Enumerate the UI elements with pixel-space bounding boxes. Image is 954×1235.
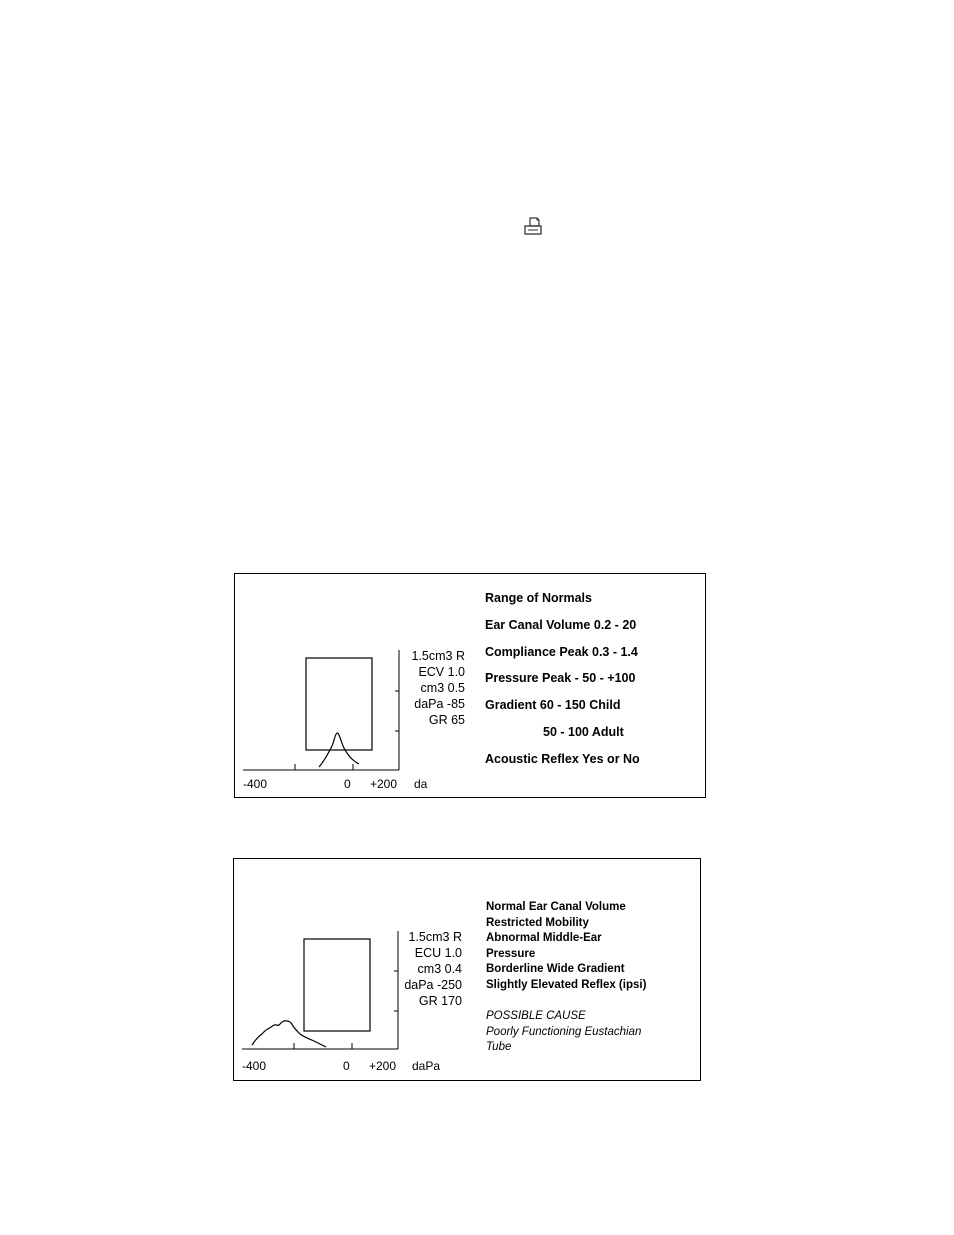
readout-line: ECV 1.0 xyxy=(418,665,465,679)
x-tick-label: 0 xyxy=(343,1059,350,1073)
tympanogram-panel-normal xyxy=(234,573,706,798)
readout-line: cm3 0.5 xyxy=(420,681,465,695)
cause-heading: POSSIBLE CAUSE xyxy=(486,1010,586,1022)
x-axis-unit: daPa xyxy=(412,1059,441,1073)
readout-line: 1.5cm3 R xyxy=(411,649,465,663)
info-line: Pressure Peak - 50 - +100 xyxy=(485,671,636,686)
range-of-normals-list xyxy=(485,590,640,778)
x-tick-label: +200 xyxy=(370,777,398,791)
tympanogram-curve xyxy=(252,1021,326,1047)
cause-line: Tube xyxy=(486,1041,512,1053)
finding-line: Normal Ear Canal Volume xyxy=(486,901,626,913)
readout-line: GR 65 xyxy=(428,713,465,727)
readout-values xyxy=(394,929,462,1009)
info-line: Range of Normals xyxy=(485,591,592,605)
x-tick-label: -400 xyxy=(243,777,268,791)
normal-range-box xyxy=(304,939,370,1031)
x-tick-label: -400 xyxy=(242,1059,267,1073)
readout-line: daPa -250 xyxy=(404,978,462,992)
x-axis-unit: da xyxy=(414,777,428,791)
finding-line: Abnormal Middle-Ear xyxy=(486,932,602,944)
x-tick-label: +200 xyxy=(369,1059,397,1073)
x-tick-label: 0 xyxy=(344,777,351,791)
possible-cause xyxy=(486,1009,641,1056)
readout-values xyxy=(395,648,465,728)
info-line: Compliance Peak 0.3 - 1.4 xyxy=(485,644,638,659)
findings-list xyxy=(486,900,646,993)
cause-line: Poorly Functioning Eustachian xyxy=(486,1025,642,1038)
finding-line: Borderline Wide Gradient xyxy=(486,963,625,975)
readout-line: GR 170 xyxy=(418,994,462,1008)
readout-line: 1.5cm3 R xyxy=(408,930,462,944)
printer-icon[interactable] xyxy=(522,216,544,238)
readout-line: cm3 0.4 xyxy=(417,962,462,976)
finding-line: Slightly Elevated Reflex (ipsi) xyxy=(486,978,647,991)
info-line: 50 - 100 Adult xyxy=(543,724,624,739)
info-line: Ear Canal Volume 0.2 - 20 xyxy=(485,617,637,632)
tympanogram-panel-abnormal xyxy=(233,858,701,1081)
finding-line: Pressure xyxy=(486,947,536,960)
finding-line: Restricted Mobility xyxy=(486,916,589,929)
info-line: Acoustic Reflex Yes or No xyxy=(485,751,640,766)
info-line: Gradient 60 - 150 Child xyxy=(485,698,621,713)
readout-line: daPa -85 xyxy=(414,697,465,711)
readout-line: ECU 1.0 xyxy=(414,946,462,960)
